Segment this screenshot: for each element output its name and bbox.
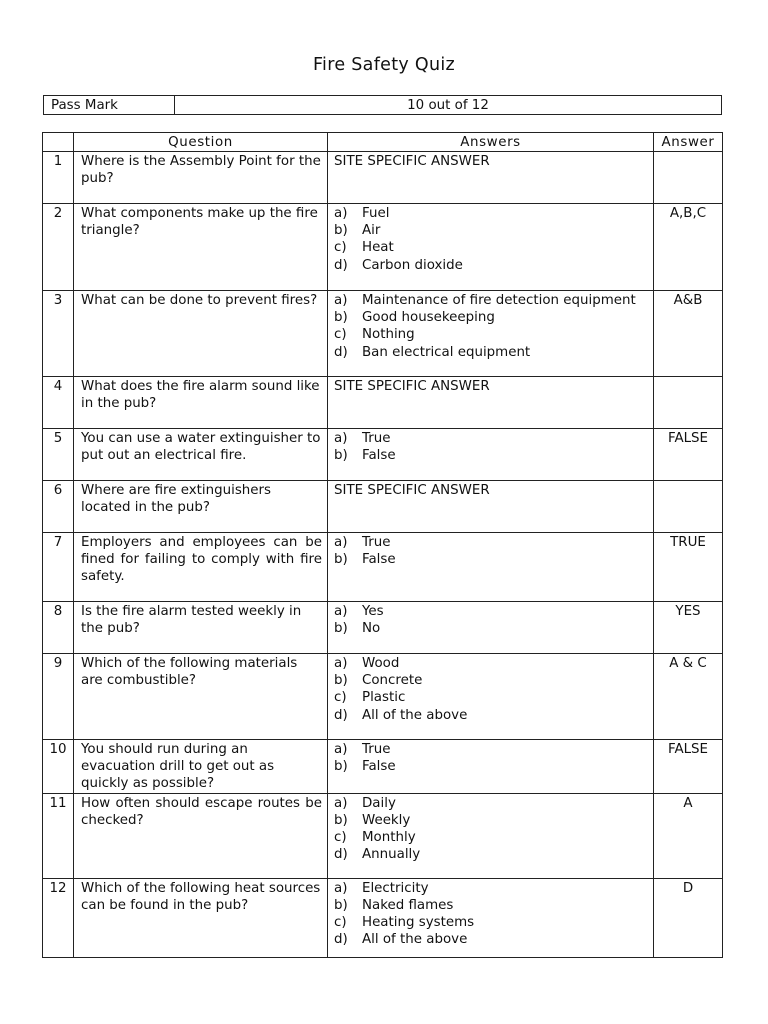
option-text: True [362, 535, 391, 550]
question-number: 1 [43, 152, 74, 204]
pass-mark-label: Pass Mark [44, 96, 175, 115]
option-letter: a) [334, 656, 348, 671]
quiz-table [42, 132, 723, 958]
answer-option [334, 239, 647, 256]
question-number: 12 [43, 878, 74, 957]
quiz-header-row [43, 133, 723, 152]
option-letter: b) [334, 310, 348, 326]
question-text: What components make up the fire triangle? [74, 204, 328, 291]
question-number: 11 [43, 793, 74, 878]
question-text: How often should escape routes be checked? [74, 793, 328, 878]
question-number: 2 [43, 204, 74, 291]
question-number: 8 [43, 602, 74, 654]
answer-options [328, 152, 654, 204]
answer-options [328, 204, 654, 291]
option-text: No [362, 621, 381, 637]
quiz-row [43, 602, 723, 654]
answer-option [334, 931, 647, 948]
option-letter: a) [334, 880, 348, 896]
header-number [43, 133, 74, 152]
question-text: You can use a water extinguisher to put out an electrical fire. [74, 429, 328, 481]
option-letter: c) [334, 915, 347, 931]
option-text: False [362, 552, 396, 568]
option-letter: c) [334, 327, 347, 343]
question-text: You should run during an evacuation drill to get out as quickly as possible? [74, 740, 328, 794]
option-text: Naked flames [362, 897, 454, 913]
option-text: Yes [362, 604, 384, 619]
option-letter: a) [334, 742, 348, 757]
option-letter: d) [334, 707, 348, 723]
option-letter: a) [334, 293, 348, 308]
option-text: All of the above [362, 707, 468, 723]
answer-option [334, 707, 647, 724]
correct-answer: D [654, 878, 723, 957]
quiz-row [43, 204, 723, 291]
option-text: Annually [362, 847, 421, 863]
question-text: Is the fire alarm tested weekly in the pub? [74, 602, 328, 654]
answer-option [334, 812, 647, 829]
answer-option [334, 551, 647, 568]
answer-option [334, 430, 647, 447]
quiz-row [43, 533, 723, 602]
correct-answer: YES [654, 602, 723, 654]
answer-option [334, 914, 647, 931]
answer-options [328, 291, 654, 377]
option-letter: a) [334, 431, 348, 446]
answer-option [334, 741, 647, 758]
pass-mark-row [44, 96, 722, 115]
answer-option [334, 897, 647, 914]
question-text: What can be done to prevent fires? [74, 291, 328, 377]
answer-option [334, 292, 647, 309]
question-text: What does the fire alarm sound like in the pub? [74, 377, 328, 429]
correct-answer: A [654, 793, 723, 878]
answer-option [334, 257, 647, 274]
option-text: Daily [362, 795, 396, 811]
site-specific-answer: SITE SPECIFIC ANSWER [334, 483, 490, 498]
option-letter: b) [334, 673, 348, 689]
correct-answer: A & C [654, 654, 723, 740]
quiz-row [43, 654, 723, 740]
option-letter: b) [334, 448, 348, 464]
answer-option [334, 344, 647, 361]
question-number: 10 [43, 740, 74, 794]
option-text: Good housekeeping [362, 310, 495, 326]
option-text: Maintenance of fire detection equipment [362, 293, 636, 308]
answer-options [328, 878, 654, 957]
option-letter: d) [334, 257, 348, 273]
option-text: Electricity [362, 880, 429, 896]
option-letter: c) [334, 830, 347, 846]
quiz-row [43, 291, 723, 377]
option-letter: d) [334, 847, 348, 863]
quiz-row [43, 377, 723, 429]
correct-answer [654, 481, 723, 533]
answer-option [334, 795, 647, 812]
option-letter: b) [334, 812, 348, 828]
answer-option [334, 829, 647, 846]
answer-option [334, 846, 647, 863]
option-letter: c) [334, 240, 347, 256]
correct-answer: A,B,C [654, 204, 723, 291]
correct-answer [654, 152, 723, 204]
option-text: Carbon dioxide [362, 257, 463, 273]
quiz-body [43, 152, 723, 958]
answer-options [328, 793, 654, 878]
option-letter: a) [334, 206, 348, 221]
correct-answer: FALSE [654, 740, 723, 794]
option-text: Fuel [362, 206, 390, 221]
correct-answer: A&B [654, 291, 723, 377]
answer-options [328, 654, 654, 740]
question-number: 9 [43, 654, 74, 740]
option-text: Nothing [362, 327, 415, 343]
question-text: Where is the Assembly Point for the pub? [74, 152, 328, 204]
answer-option [334, 309, 647, 326]
question-number: 6 [43, 481, 74, 533]
option-letter: b) [334, 552, 348, 568]
answer-option [334, 672, 647, 689]
option-text: True [362, 431, 391, 446]
option-letter: a) [334, 535, 348, 550]
option-text: Wood [362, 656, 400, 671]
option-letter: b) [334, 621, 348, 637]
answer-options [328, 377, 654, 429]
option-letter: d) [334, 344, 348, 360]
answer-option [334, 447, 647, 464]
question-text: Which of the following materials are combustible? [74, 654, 328, 740]
question-number: 3 [43, 291, 74, 377]
option-letter: c) [334, 690, 347, 706]
header-question: Question [74, 133, 328, 152]
pass-mark-table [43, 95, 722, 115]
answer-option [334, 205, 647, 222]
answer-option [334, 655, 647, 672]
option-letter: d) [334, 932, 348, 948]
header-answer: Answer [654, 133, 723, 152]
quiz-row [43, 878, 723, 957]
answer-options [328, 602, 654, 654]
answer-option [334, 534, 647, 551]
question-number: 5 [43, 429, 74, 481]
option-text: Air [362, 223, 381, 239]
quiz-row [43, 152, 723, 204]
option-text: Plastic [362, 690, 406, 706]
option-text: Heat [362, 240, 394, 256]
answer-option [334, 758, 647, 775]
answer-option [334, 326, 647, 343]
quiz-title: Fire Safety Quiz [312, 55, 456, 75]
answer-options [328, 481, 654, 533]
correct-answer: FALSE [654, 429, 723, 481]
answer-option [334, 603, 647, 620]
pass-mark-value: 10 out of 12 [175, 96, 722, 115]
question-text: Which of the following heat sources can be found in the pub? [74, 878, 328, 957]
option-text: Weekly [362, 812, 411, 828]
option-text: Concrete [362, 673, 423, 689]
option-text: False [362, 759, 396, 775]
quiz-row [43, 429, 723, 481]
option-text: Monthly [362, 830, 416, 846]
option-text: Heating systems [362, 915, 475, 931]
question-text: Employers and employees can be fined for failing to comply with fire safety. [74, 533, 328, 602]
quiz-row [43, 740, 723, 794]
site-specific-answer: SITE SPECIFIC ANSWER [334, 154, 490, 169]
correct-answer [654, 377, 723, 429]
option-letter: a) [334, 604, 348, 619]
option-letter: a) [334, 795, 348, 811]
option-text: True [362, 742, 391, 757]
quiz-row [43, 793, 723, 878]
option-letter: b) [334, 759, 348, 775]
option-text: False [362, 448, 396, 464]
answer-option [334, 222, 647, 239]
option-letter: b) [334, 223, 348, 239]
correct-answer: TRUE [654, 533, 723, 602]
quiz-row [43, 481, 723, 533]
answer-option [334, 689, 647, 706]
question-text: Where are fire extinguishers located in the pub? [74, 481, 328, 533]
option-letter: b) [334, 897, 348, 913]
answer-options [328, 533, 654, 602]
answer-options [328, 740, 654, 794]
answer-options [328, 429, 654, 481]
header-answers: Answers [328, 133, 654, 152]
answer-option [334, 880, 647, 897]
site-specific-answer: SITE SPECIFIC ANSWER [334, 379, 490, 394]
option-text: All of the above [362, 932, 468, 948]
option-text: Ban electrical equipment [362, 344, 531, 360]
question-number: 4 [43, 377, 74, 429]
answer-option [334, 620, 647, 637]
question-number: 7 [43, 533, 74, 602]
